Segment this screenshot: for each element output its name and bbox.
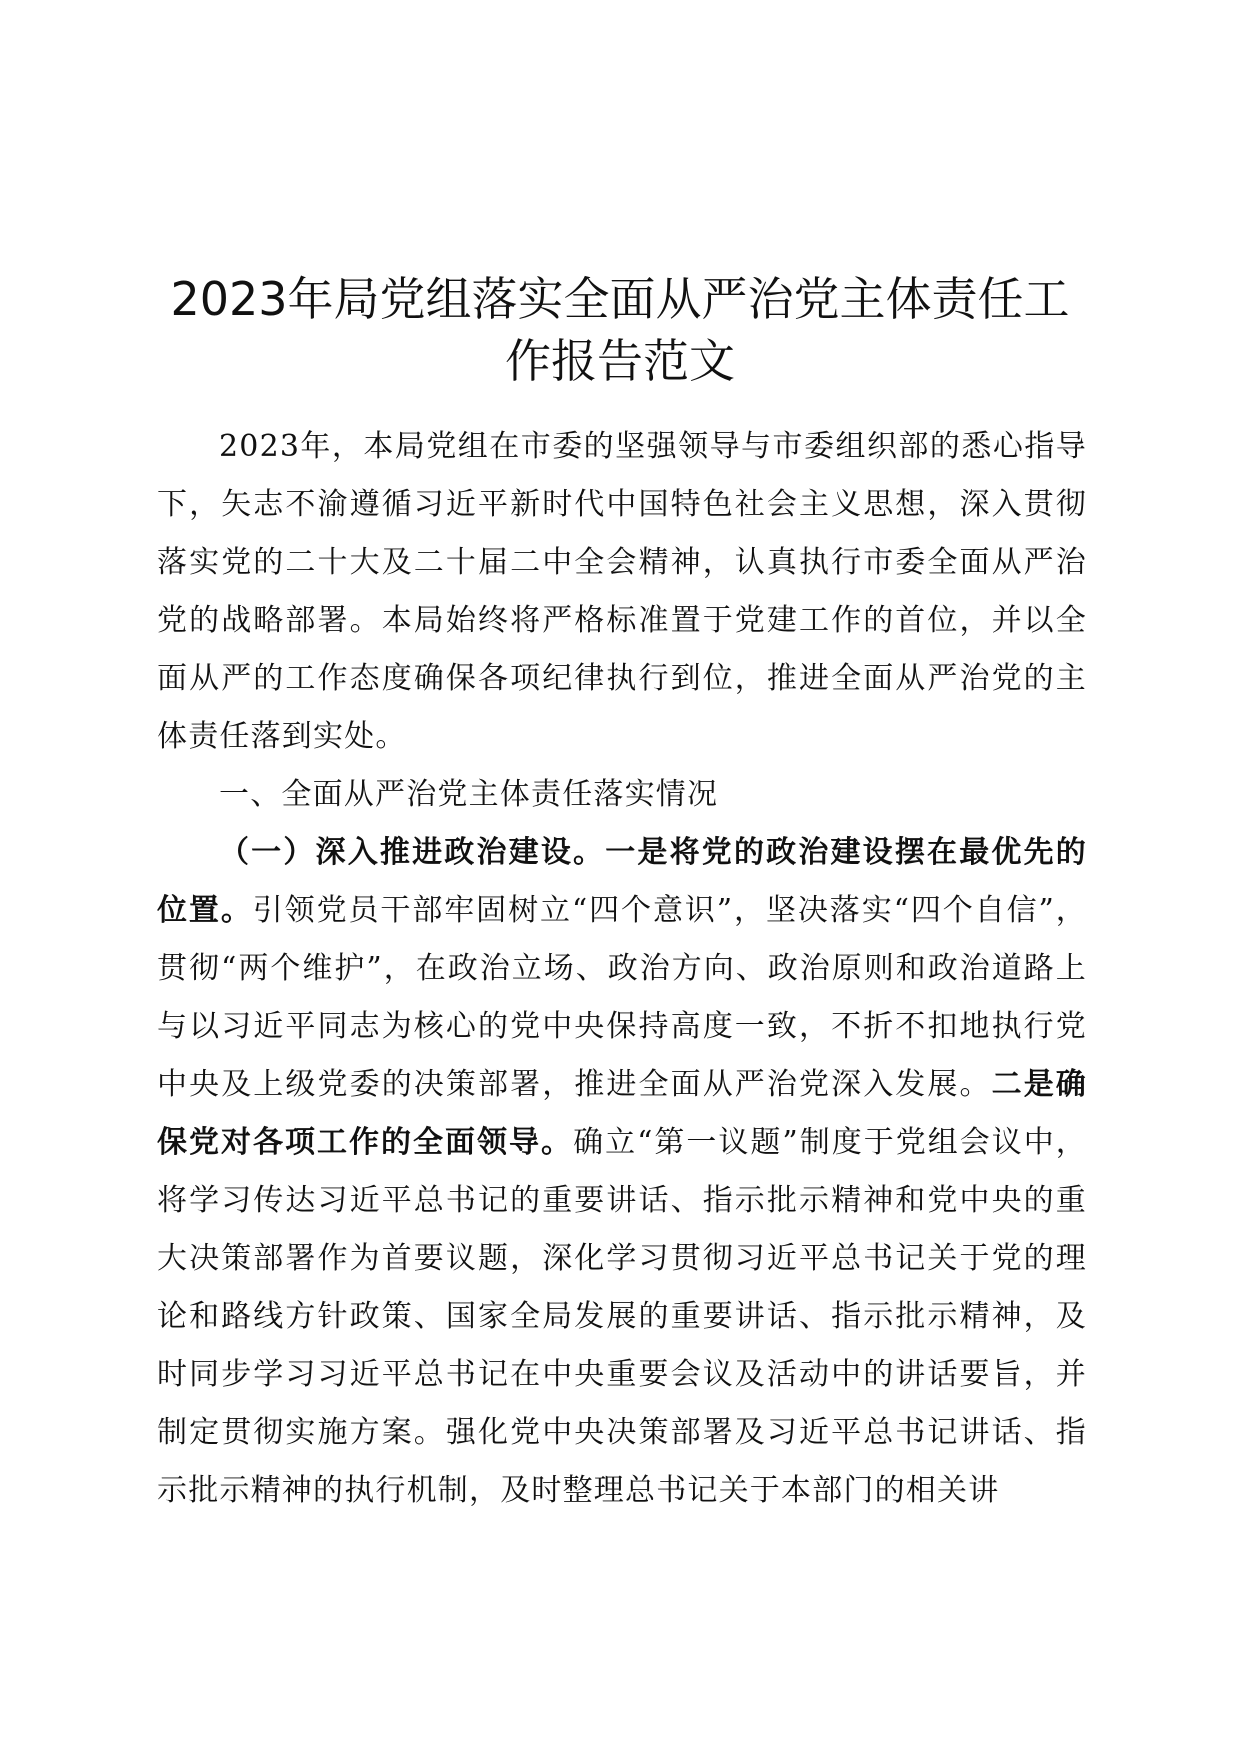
subsection-text-2: 确立“第一议题”制度于党组会议中，将学习传达习近平总书记的重要讲话、指示批示精神和党中央的重大决策部署作为首要议题，深化学习贯彻习近平总书记关于党的理论和路线方针政策、国家全局发展的重要讲话、指示批示精神，及时同步学习习近平总书记在中央重要会议及活动中的讲话要旨，并制定贯彻实施方案。强化党中央决策部署及习近平总书记讲话、指示批示精神的执行机制，及时整理总书记关于本部门的相关讲 [157, 1125, 1087, 1508]
document-title: 2023年局党组落实全面从严治党主体责任工作报告范文 [170, 272, 1070, 388]
document-body [157, 418, 1087, 1520]
subsection-text-1: 引领党员干部牢固树立“四个意识”，坚决落实“四个自信”，贯彻“两个维护”，在政治立场、政治方向、政治原则和政治道路上与以习近平同志为核心的党中央保持高度一致，不折不扣地执行党中央及上级党委的决策部署，推进全面从严治党深入发展。 [157, 893, 1087, 1102]
intro-paragraph: 2023年，本局党组在市委的坚强领导与市委组织部的悉心指导下，矢志不渝遵循习近平新时代中国特色社会主义思想，深入贯彻落实党的二十大及二十届二中全会精神，认真执行市委全面从严治党的战略部署。本局始终将严格标准置于党建工作的首位，并以全面从严的工作态度确保各项纪律执行到位，推进全面从严治党的主体责任落到实处。 [157, 429, 1087, 754]
subsection-paragraph [157, 824, 1087, 1520]
section-heading: 一、全面从严治党主体责任落实情况 [219, 777, 719, 812]
subsection-point-2: 二是确保党对各项工作的全面领导。 [157, 1067, 1087, 1160]
subsection-lead: （一）深入推进政治建设。一是将党的政治建设摆在最优先的位置。 [157, 835, 1087, 928]
